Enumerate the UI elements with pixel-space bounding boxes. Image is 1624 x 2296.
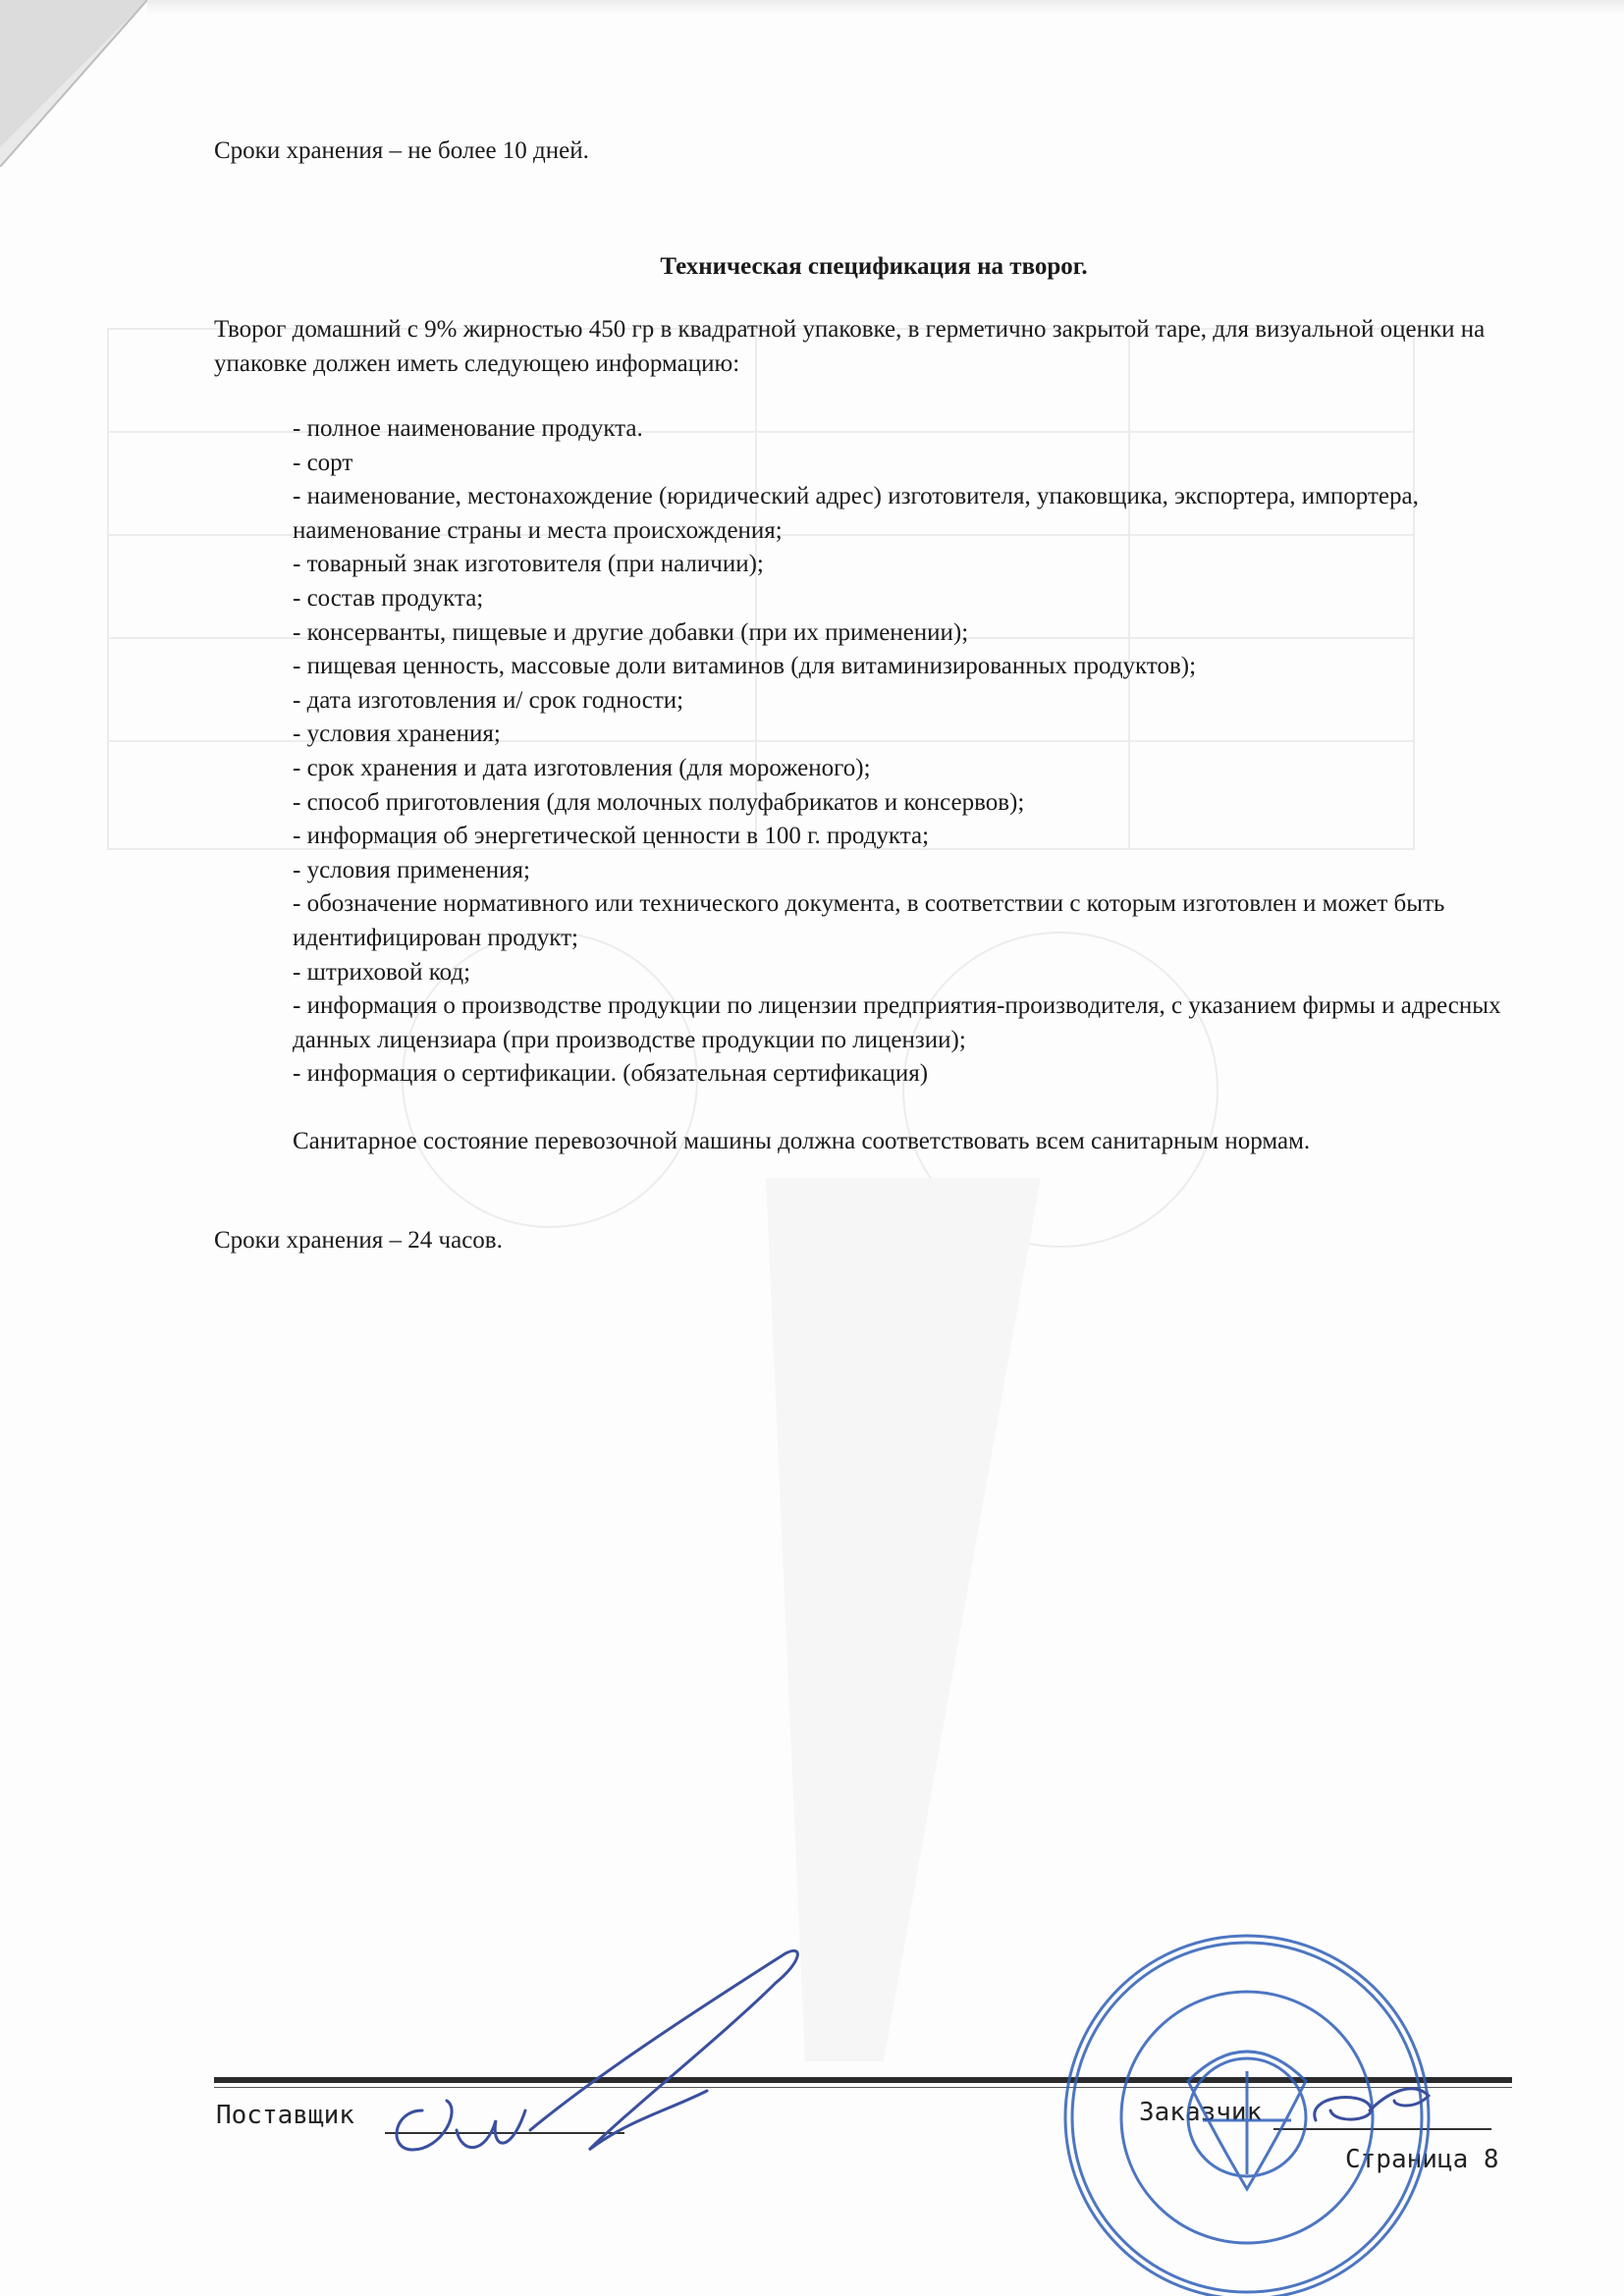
requirement-item: - состав продукта; [293,584,484,612]
requirement-item: - полное наименование продукта. [293,415,643,442]
requirement-item: - информация об энергетической ценности в 100 г. продукта; [293,823,930,850]
intro-storage-text: Сроки хранения – не более 10 дней. [214,137,589,164]
requirement-item: - обозначение нормативного или технического документа, в соответствии с которым изготовлен и может быть идентифицирован продукт; [293,890,1445,951]
requirement-item: - срок хранения и дата изготовления (для мороженого); [293,754,871,781]
requirement-item: - способ приготовления (для молочных полуфабрикатов и консервов); [293,788,1025,816]
requirement-item: - штриховой код; [293,958,471,986]
requirement-item: - информация о сертификации. (обязательная сертификация) [293,1060,929,1088]
requirement-item: - сорт [293,449,353,476]
page-number: Страница 8 [1345,2145,1499,2174]
final-storage-text: Сроки хранения – 24 часов. [214,1227,503,1254]
requirement-item: - условия применения; [293,856,530,883]
requirement-item: - пищевая ценность, массовые доли витаминов (для витаминизированных продуктов); [293,653,1197,680]
requirement-item: - условия хранения; [293,721,501,748]
spec-description: Творог домашний с 9% жирностью 450 гр в квадратной упаковке, в герметично закрытой таре, для визуальной оценки на упаковке должен иметь следующею информацию: [214,316,1486,377]
spec-title: Техническая спецификация на творог. [660,253,1088,280]
requirement-item: - информация о производстве продукции по лицензии предприятия-производителя, с указанием фирмы и адресных данных лицензиара (при производстве продукции по лицензии); [293,992,1501,1053]
requirement-item: - консерванты, пищевые и другие добавки (при их применении); [293,618,969,646]
requirement-item: - дата изготовления и/ срок годности; [293,686,684,714]
requirement-item: - наименование, местонахождение (юридический адрес) изготовителя, упаковщика, экспортера, импортера, наименование страны и места происхождения; [293,483,1419,544]
customer-label: Заказчик [1139,2098,1263,2127]
requirement-item: - товарный знак изготовителя (при наличии); [293,551,764,578]
sanitary-note: Санитарное состояние перевозочной машины должна соответствовать всем санитарным нормам. [293,1128,1311,1154]
supplier-label: Поставщик [216,2101,354,2130]
